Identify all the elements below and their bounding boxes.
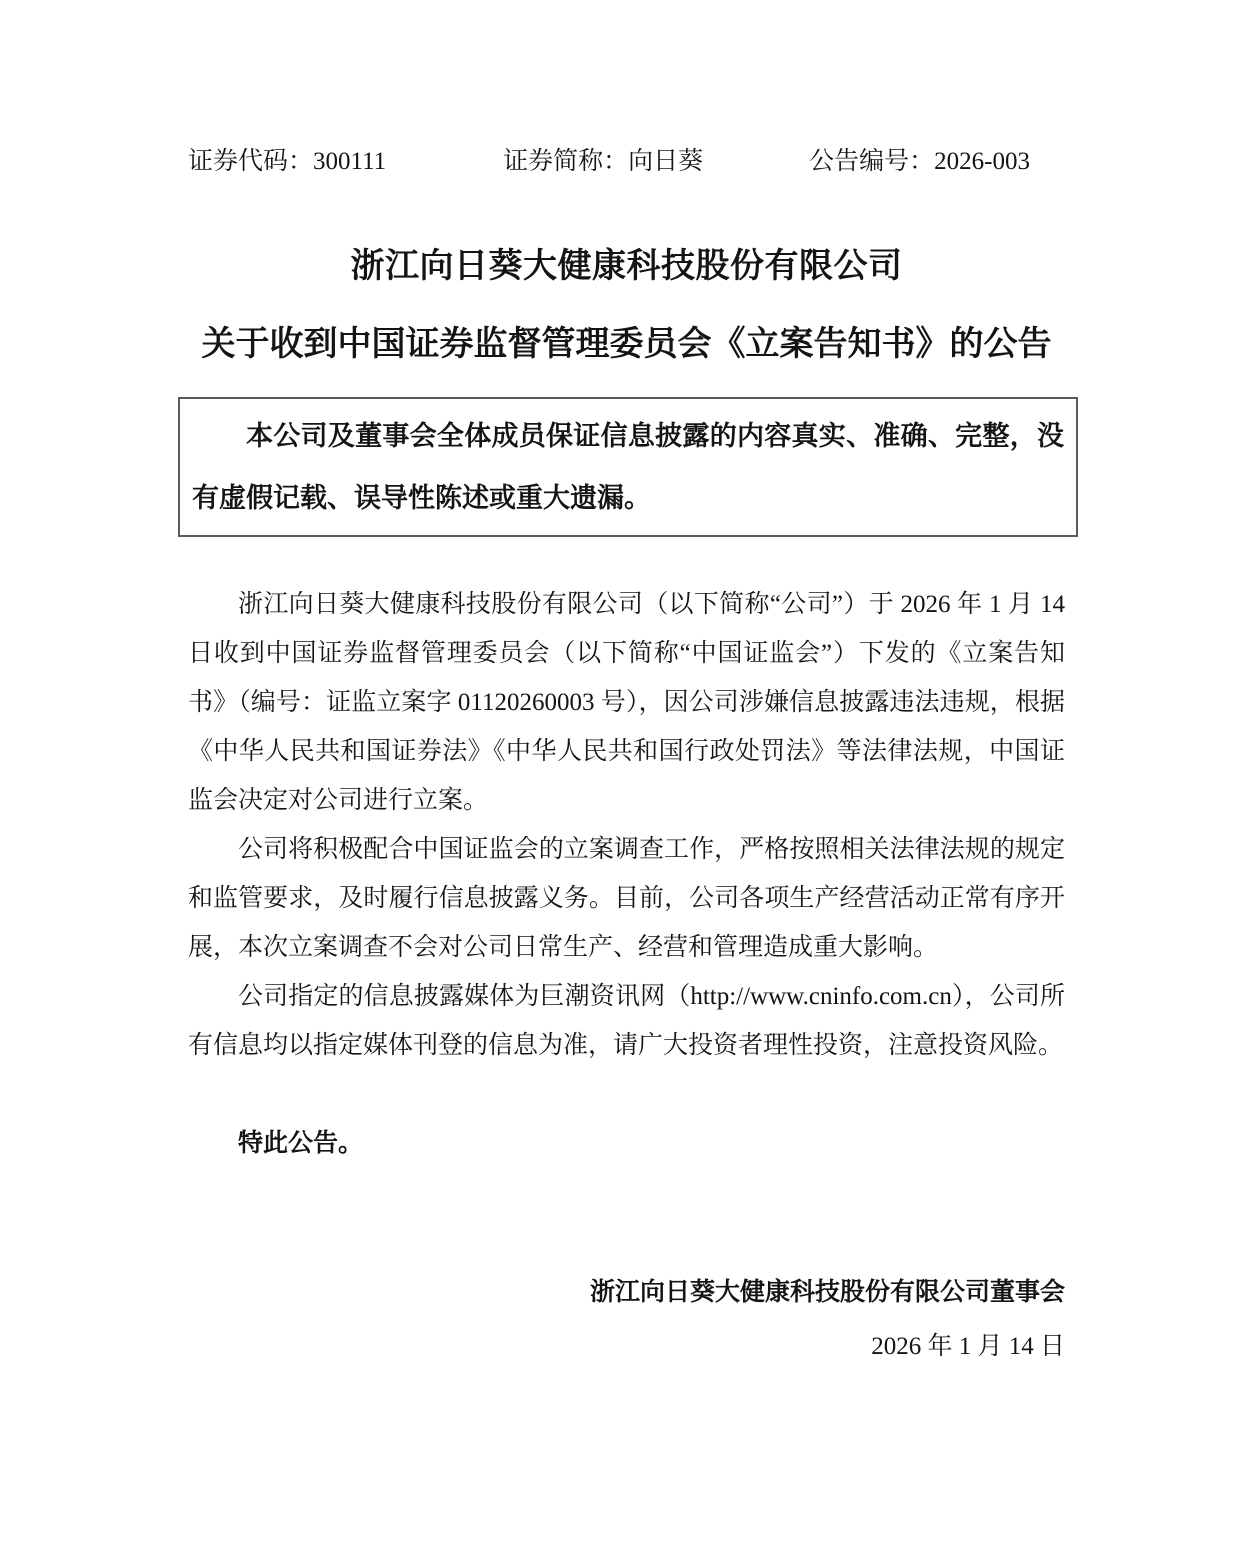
closing-statement: 特此公告。 bbox=[238, 1130, 364, 1157]
announcement-number-label: 公告编号：2026-003 bbox=[809, 148, 1030, 175]
paragraph-filing-notice: 浙江向日葵大健康科技股份有限公司（以下简称“公司”）于 2026 年 1 月 14 日收到中国证券监督管理委员会（以下简称“中国证监会”）下发的《立案告知书》（编号：证监立案字 01120260003 号），因公司涉嫌信息披露违法违规，根据《中华人民共和国证券法》《中华人民共和国行政处罚法》等法律法规，中国证监会决定对公司进行立案。 bbox=[188, 591, 1065, 814]
company-name-title: 浙江向日葵大健康科技股份有限公司 bbox=[350, 248, 903, 285]
signature-date-line: 2026 年 1 月 14 日 bbox=[871, 1333, 1065, 1360]
paragraph-media-disclosure: 公司指定的信息披露媒体为巨潮资讯网（http://www.cninfo.com.cn），公司所有信息均以指定媒体刊登的信息为准，请广大投资者理性投资，注意投资风险。 bbox=[188, 983, 1065, 1059]
signature-board-line: 浙江向日葵大健康科技股份有限公司董事会 bbox=[589, 1279, 1065, 1306]
stock-code-label: 证券代码：300111 bbox=[188, 148, 387, 175]
signature-block bbox=[188, 1266, 1065, 1374]
disclosure-statement-text: 本公司及董事会全体成员保证信息披露的内容真实、准确、完整，没有虚假记载、误导性陈述或重大遗漏。 bbox=[192, 421, 1064, 513]
disclosure-statement-box bbox=[178, 397, 1078, 537]
paragraph-cooperation: 公司将积极配合中国证监会的立案调查工作，严格按照相关法律法规的规定和监管要求，及时履行信息披露义务。目前，公司各项生产经营活动正常有序开展，本次立案调查不会对公司日常生产、经营和管理造成重大影响。 bbox=[188, 836, 1065, 961]
stock-name-label: 证券简称：向日葵 bbox=[503, 148, 704, 175]
document-header bbox=[188, 147, 1065, 177]
announcement-subject-title: 关于收到中国证券监督管理委员会《立案告知书》的公告 bbox=[201, 326, 1052, 363]
